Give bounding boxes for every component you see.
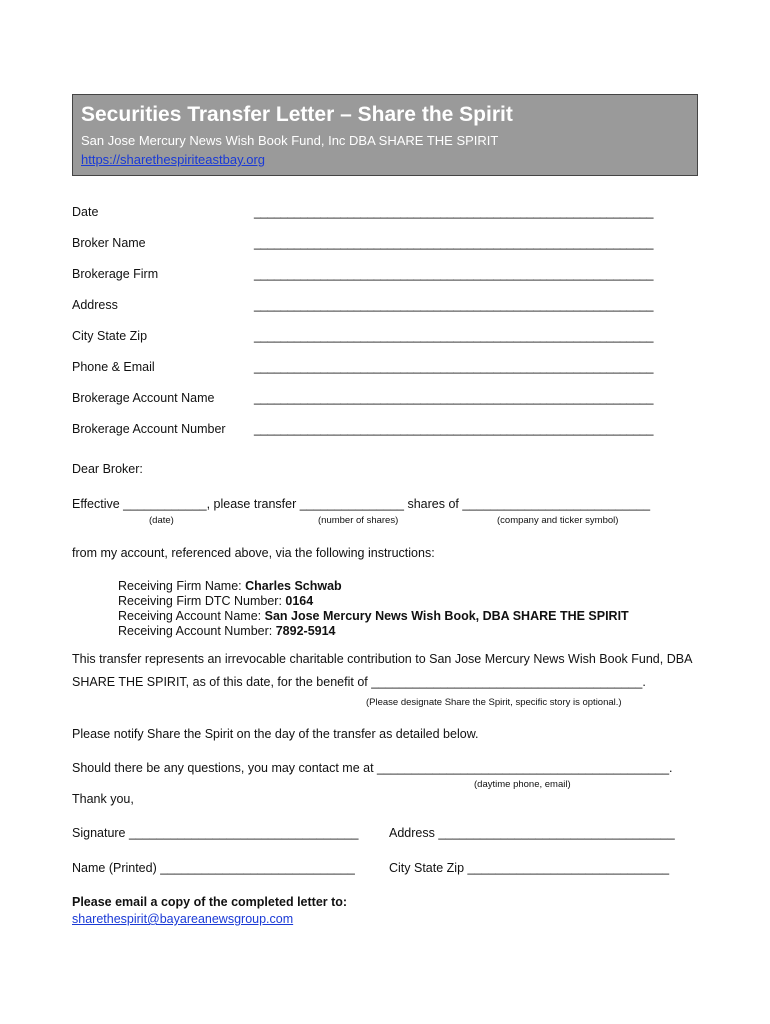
receiving-firm-dtc-value: 0164 <box>285 594 314 608</box>
address-line[interactable]: Address __________________________________ <box>389 826 675 840</box>
organization-name: San Jose Mercury News Wish Book Fund, Inc DBA SHARE THE SPIRIT <box>81 133 499 148</box>
receiving-account-name-label: Receiving Account Name: <box>118 609 265 623</box>
thank-you: Thank you, <box>72 792 134 806</box>
transfer-instruction-line[interactable]: Effective ____________, please transfer _______________ shares of ___________________________ <box>72 497 651 511</box>
questions-contact-line[interactable]: Should there be any questions, you may contact me at __________________________________________. <box>72 761 673 775</box>
irrevocable-text-line-2[interactable]: SHARE THE SPIRIT, as of this date, for the benefit of _______________________________________. <box>72 675 646 689</box>
from-account-text: from my account, referenced above, via the following instructions: <box>72 546 435 560</box>
field-label-account-number: Brokerage Account Number <box>72 422 226 436</box>
header-banner <box>72 94 698 176</box>
email-instruction: Please email a copy of the completed letter to: <box>72 895 348 909</box>
field-blank-brokerage-firm[interactable]: ____________________________________________________________ <box>254 267 654 281</box>
hint-company-ticker: (company and ticker symbol) <box>497 515 619 526</box>
receiving-firm-name-label: Receiving Firm Name: <box>118 579 246 593</box>
field-label-account-name: Brokerage Account Name <box>72 391 215 405</box>
field-blank-city-state-zip[interactable]: ____________________________________________________________ <box>254 329 654 343</box>
field-blank-account-number[interactable]: ____________________________________________________________ <box>254 422 654 436</box>
receiving-account-number-value: 7892-5914 <box>275 624 336 638</box>
receiving-firm-name-value: Charles Schwab <box>245 579 342 593</box>
receiving-firm-dtc <box>118 594 313 608</box>
website-link[interactable]: https://sharethespiriteastbay.org <box>81 152 266 167</box>
field-label-date: Date <box>72 205 99 219</box>
signature-line[interactable]: Signature _________________________________ <box>72 826 359 840</box>
irrevocable-text-line-1: This transfer represents an irrevocable charitable contribution to San Jose Mercury News Wish Book Fund, DBA <box>72 652 693 666</box>
receiving-account-number <box>118 624 336 638</box>
field-blank-address[interactable]: ____________________________________________________________ <box>254 298 654 312</box>
field-blank-date[interactable]: ____________________________________________________________ <box>254 205 654 219</box>
field-label-phone-email: Phone & Email <box>72 360 155 374</box>
receiving-account-number-label: Receiving Account Number: <box>118 624 276 638</box>
salutation: Dear Broker: <box>72 462 143 476</box>
receiving-firm-name <box>118 579 342 593</box>
receiving-account-name <box>118 609 629 623</box>
page-title: Securities Transfer Letter – Share the Spirit <box>81 103 513 126</box>
field-blank-account-name[interactable]: ____________________________________________________________ <box>254 391 654 405</box>
field-blank-broker-name[interactable]: ____________________________________________________________ <box>254 236 654 250</box>
field-label-brokerage-firm: Brokerage Firm <box>72 267 159 281</box>
receiving-firm-dtc-label: Receiving Firm DTC Number: <box>118 594 286 608</box>
notify-text: Please notify Share the Spirit on the day of the transfer as detailed below. <box>72 727 479 741</box>
field-label-address: Address <box>72 298 118 312</box>
field-label-broker-name: Broker Name <box>72 236 146 250</box>
hint-number-of-shares: (number of shares) <box>318 515 399 526</box>
contact-email-link[interactable]: sharethespirit@bayareanewsgroup.com <box>72 912 294 926</box>
hint-designate: (Please designate Share the Spirit, specific story is optional.) <box>366 697 622 708</box>
city-state-zip-line[interactable]: City State Zip _____________________________ <box>389 861 670 875</box>
field-label-city-state-zip: City State Zip <box>72 329 148 343</box>
hint-daytime-contact: (daytime phone, email) <box>474 779 571 790</box>
name-printed-line[interactable]: Name (Printed) ____________________________ <box>72 861 355 875</box>
hint-date: (date) <box>149 515 174 526</box>
field-blank-phone-email[interactable]: ____________________________________________________________ <box>254 360 654 374</box>
receiving-account-name-value: San Jose Mercury News Wish Book, DBA SHARE THE SPIRIT <box>264 609 629 623</box>
